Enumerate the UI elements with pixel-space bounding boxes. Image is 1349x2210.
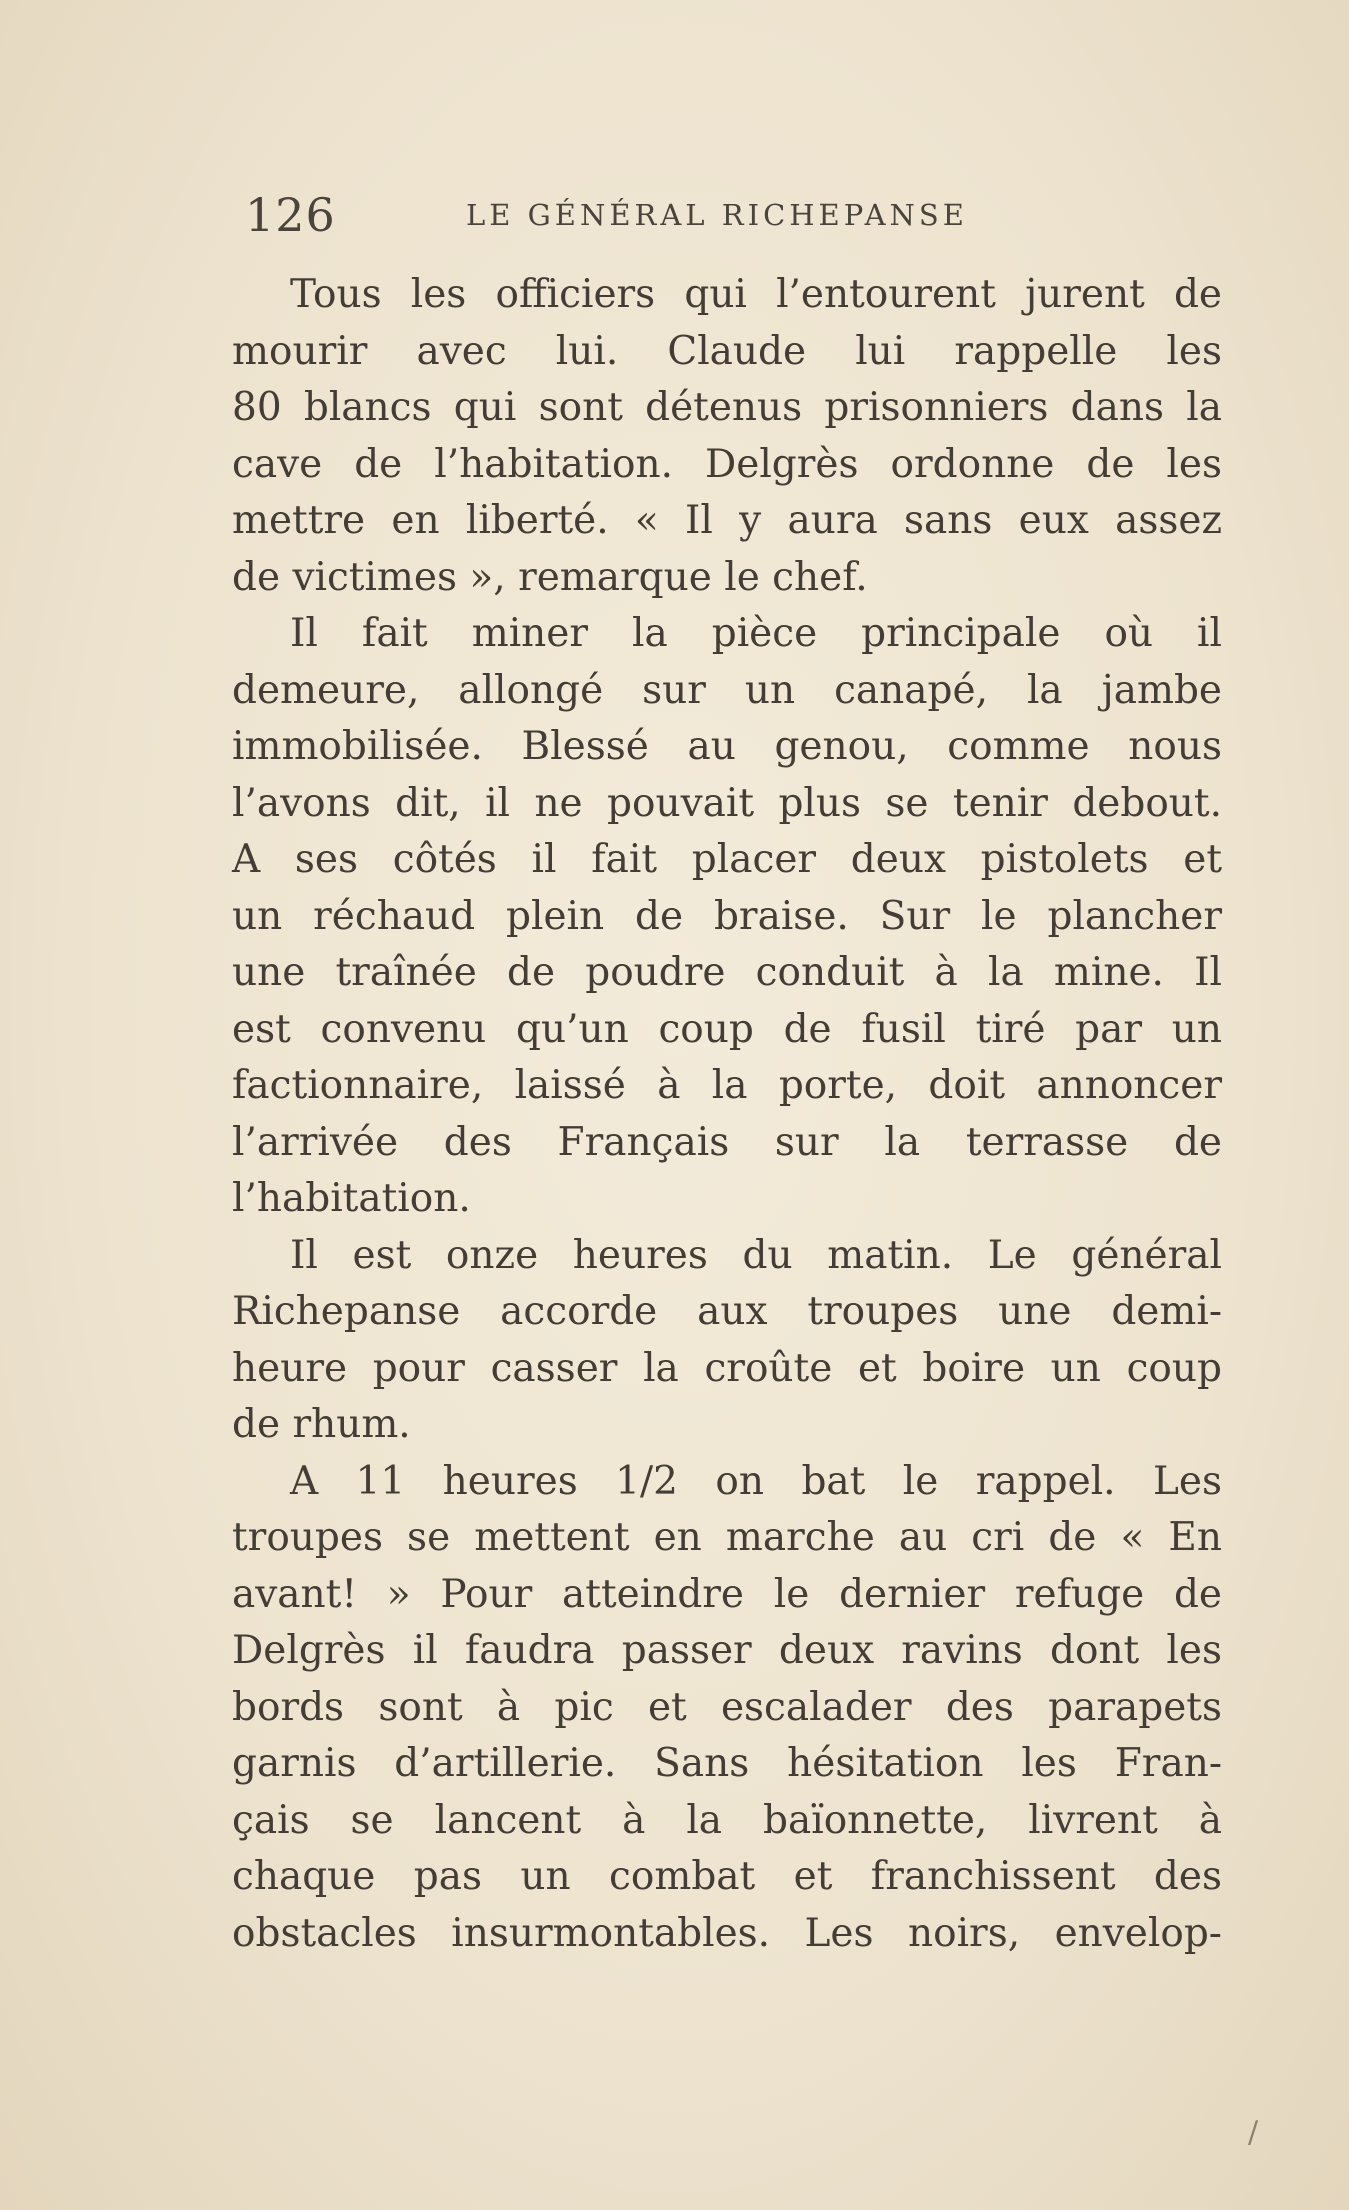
text-line: Il fait miner la pièce principale où il (290, 611, 1222, 656)
text-line: Delgrès il faudra passer deux ravins dont les (232, 1628, 1222, 1673)
text-line: de rhum. (232, 1402, 411, 1447)
text-line: A ses côtés il fait placer deux pistolets et (232, 837, 1222, 882)
running-title: LE GÉNÉRAL RICHEPANSE (466, 198, 968, 232)
text-line: troupes se mettent en marche au cri de « En (232, 1515, 1222, 1560)
text-line: l’habitation. (232, 1176, 471, 1221)
text-line: cave de l’habitation. Delgrès ordonne de les (232, 441, 1222, 487)
page-number: 126 (245, 188, 336, 242)
text-line: obstacles insurmontables. Les noirs, envelop- (232, 1910, 1222, 1956)
text-line: demeure, allongé sur un canapé, la jambe (232, 667, 1222, 713)
running-head (245, 180, 1045, 240)
text-line: l’arrivée des Français sur la terrasse de (232, 1119, 1222, 1165)
text-line: bords sont à pic et escalader des parapets (232, 1684, 1222, 1730)
text-line: un réchaud plein de braise. Sur le plancher (232, 893, 1222, 939)
text-line: A 11 heures 1/2 on bat le rappel. Les (290, 1458, 1222, 1504)
text-line: de victimes », remarque le chef. (232, 554, 868, 600)
text-line: Richepanse accorde aux troupes une demi- (232, 1289, 1222, 1334)
text-line: garnis d’artillerie. Sans hésitation les Fran- (232, 1741, 1222, 1786)
text-line: l’avons dit, il ne pouvait plus se tenir debout. (232, 780, 1222, 826)
text-line: Il est onze heures du matin. Le général (290, 1232, 1222, 1278)
text-line: immobilisée. Blessé au genou, comme nous (232, 724, 1222, 769)
text-line: est convenu qu’un coup de fusil tiré par un (232, 1006, 1222, 1052)
text-line: heure pour casser la croûte et boire un coup (232, 1345, 1222, 1391)
text-line: Tous les officiers qui l’entourent jurent de (290, 272, 1222, 317)
text-line: 80 blancs qui sont détenus prisonniers dans la (232, 385, 1222, 430)
text-line: une traînée de poudre conduit à la mine. Il (232, 950, 1222, 995)
paper-speck: / (1248, 2115, 1259, 2150)
text-line: chaque pas un combat et franchissent des (232, 1854, 1222, 1899)
text-line: avant! » Pour atteindre le dernier refuge de (232, 1571, 1222, 1617)
text-line: factionnaire, laissé à la porte, doit annoncer (232, 1063, 1222, 1108)
body-text (232, 267, 1222, 1962)
text-line: çais se lancent à la baïonnette, livrent à (232, 1797, 1222, 1843)
text-line: mettre en liberté. « Il y aura sans eux assez (232, 498, 1222, 543)
text-line: mourir avec lui. Claude lui rappelle les (232, 328, 1222, 374)
